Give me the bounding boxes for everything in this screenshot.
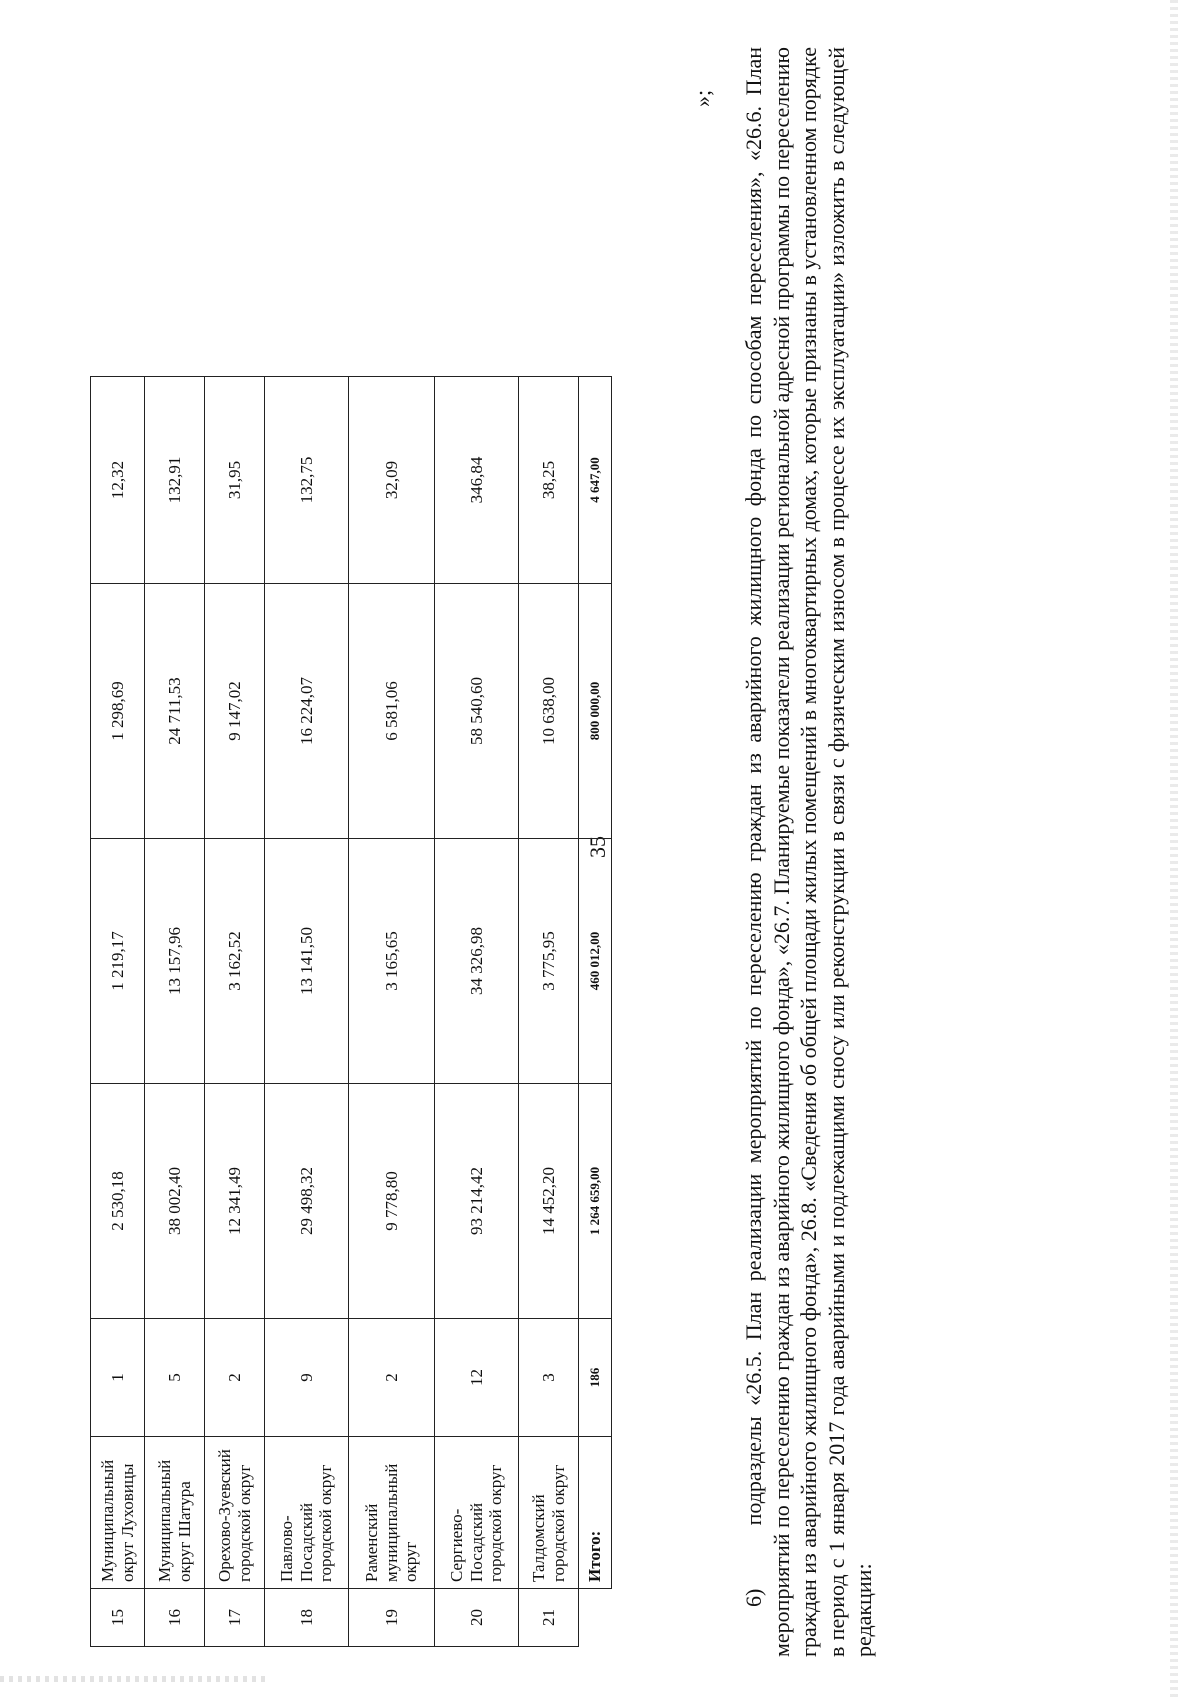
- houses-count: 5: [145, 1319, 205, 1437]
- table-row: [519, 377, 579, 1647]
- value-b: 10 638,00: [519, 584, 579, 839]
- municipality-name: Сергиево-Посадский городской округ: [435, 1437, 519, 1589]
- value-a: 3 775,95: [519, 839, 579, 1084]
- value-a: 1 219,17: [91, 839, 145, 1084]
- houses-count: 9: [265, 1319, 349, 1437]
- total-value-c: 4 647,00: [579, 377, 612, 584]
- area-total: 93 214,42: [435, 1084, 519, 1319]
- value-b: 24 711,53: [145, 584, 205, 839]
- municipality-name: Павлово-Посадский городской округ: [265, 1437, 349, 1589]
- value-b: 6 581,06: [349, 584, 435, 839]
- value-c: 12,32: [91, 377, 145, 584]
- table-row: [349, 377, 435, 1647]
- value-c: 132,91: [145, 377, 205, 584]
- row-index: 17: [205, 1589, 265, 1647]
- value-b: 1 298,69: [91, 584, 145, 839]
- row-index: 16: [145, 1589, 205, 1647]
- table-total-row: [579, 377, 612, 1647]
- row-index: 18: [265, 1589, 349, 1647]
- area-total: 14 452,20: [519, 1084, 579, 1319]
- value-a: 13 157,96: [145, 839, 205, 1084]
- value-c: 346,84: [435, 377, 519, 584]
- area-total: 9 778,80: [349, 1084, 435, 1319]
- value-c: 38,25: [519, 377, 579, 584]
- row-index: 19: [349, 1589, 435, 1647]
- value-a: 34 326,98: [435, 839, 519, 1084]
- area-total: 29 498,32: [265, 1084, 349, 1319]
- value-c: 31,95: [205, 377, 265, 584]
- houses-count: 3: [519, 1319, 579, 1437]
- total-value-a: 460 012,00: [579, 839, 612, 1084]
- municipality-name: Раменский муниципальный округ: [349, 1437, 435, 1589]
- empty-cell: [579, 1589, 612, 1647]
- value-b: 58 540,60: [435, 584, 519, 839]
- paragraph-text: 6) подразделы «26.5. План реализации мероприятий по переселению граждан из аварийного жилищного фонда по способам переселения», «26.6. План мероприятий по переселению граждан из аварийного жилищного фонда», «26.7. Планируемые показатели реализации региональной адресной программы по переселению граждан из аварийного жилищного фонда», 26.8. «Сведения об общей площади жилых помещений в многоквартирных домах, которые признаны в установленном порядке в период с 1 января 2017 года аварийными и подлежащими сносу или реконструкции в связи с физическим износом в процессе их эксплуатации» изложить в следующей редакции:: [741, 47, 876, 1657]
- value-a: 3 162,52: [205, 839, 265, 1084]
- municipality-name: Муниципальный округ Шатура: [145, 1437, 205, 1589]
- row-index: 15: [91, 1589, 145, 1647]
- total-count: 186: [579, 1319, 612, 1437]
- closing-quote-mark: »;: [690, 89, 715, 107]
- table-row: [205, 377, 265, 1647]
- resettlement-table: [90, 376, 612, 1647]
- area-total: 38 002,40: [145, 1084, 205, 1319]
- value-b: 9 147,02: [205, 584, 265, 839]
- row-index: 21: [519, 1589, 579, 1647]
- municipality-name: Орехово-Зуевский городской округ: [205, 1437, 265, 1589]
- value-c: 132,75: [265, 377, 349, 584]
- row-index: 20: [435, 1589, 519, 1647]
- table-row: [435, 377, 519, 1647]
- value-c: 32,09: [349, 377, 435, 584]
- area-total: 12 341,49: [205, 1084, 265, 1319]
- value-b: 16 224,07: [265, 584, 349, 839]
- municipality-name: Талдомский городской округ: [519, 1437, 579, 1589]
- table-row: [145, 377, 205, 1647]
- table-row: [91, 377, 145, 1647]
- value-a: 13 141,50: [265, 839, 349, 1084]
- area-total: 2 530,18: [91, 1084, 145, 1319]
- total-label: Итого:: [579, 1437, 612, 1589]
- amendment-paragraph: [740, 47, 878, 1657]
- houses-count: 2: [349, 1319, 435, 1437]
- houses-count: 12: [435, 1319, 519, 1437]
- table-row: [265, 377, 349, 1647]
- municipality-name: Муниципальный округ Луховицы: [91, 1437, 145, 1589]
- page-number: 35: [585, 836, 610, 858]
- houses-count: 1: [91, 1319, 145, 1437]
- total-value-b: 800 000,00: [579, 584, 612, 839]
- value-a: 3 165,65: [349, 839, 435, 1084]
- total-area: 1 264 659,00: [579, 1084, 612, 1319]
- houses-count: 2: [205, 1319, 265, 1437]
